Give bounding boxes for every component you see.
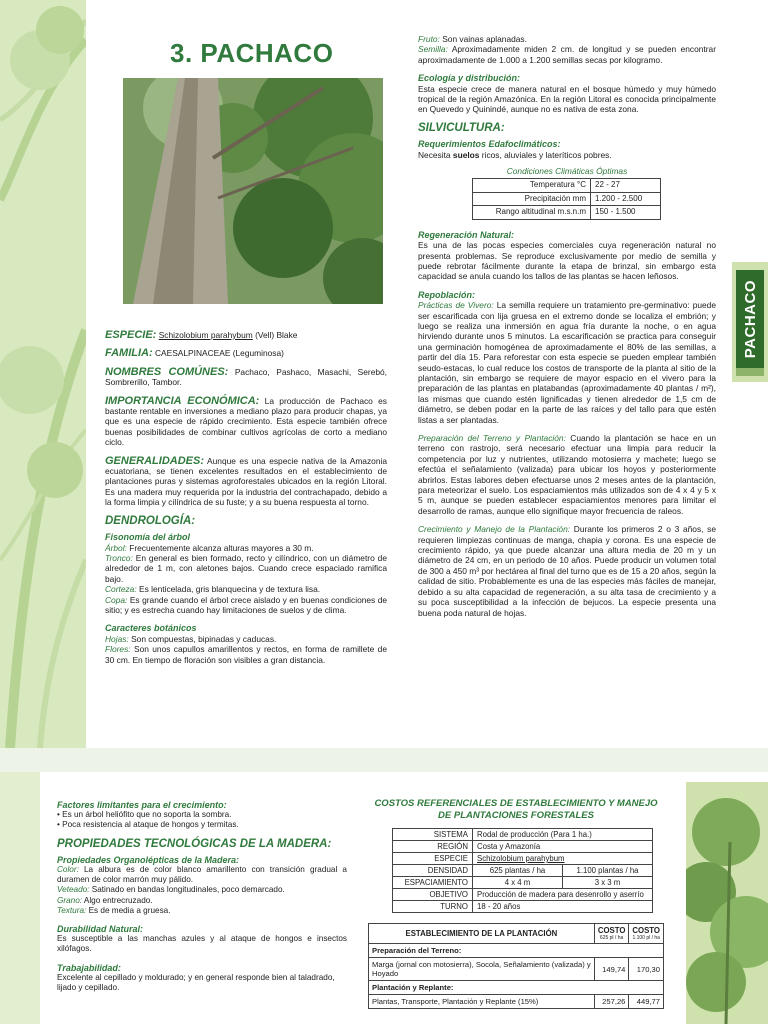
right-column [418,34,716,626]
regeneracion-heading: Regeneración Natural: [418,229,515,240]
especie-label: ESPECIE: [105,329,157,341]
page-2 [0,772,768,1024]
hojas-key: Hojas: [105,633,129,644]
page2-left-column [57,800,347,993]
table-row: Precipitación mm 1.200 - 2.500 [473,192,661,205]
crecimiento-key: Crecimiento y Manejo de la Plantación: [418,524,571,535]
table-row: TURNO 18 - 20 años [393,901,653,913]
side-tab [732,262,768,382]
left-decorative-band-2 [0,772,40,1024]
tree-silhouette-decoration [0,0,86,748]
table-row: DENSIDAD 625 plantas / ha 1.100 plantas / ha [393,865,653,877]
table-row: ESPACIAMIENTO 4 x 4 m 3 x 3 m [393,877,653,889]
arbol-value: Frecuentemente alcanza alturas mayores a 30 m. [129,542,314,553]
table-row: Plantas, Transporte, Plantación y Replante (15%) 257,26 449,77 [369,995,664,1009]
side-tab-box [736,270,764,368]
copa-value: Es grande cuando el árbol crece aislado y en buenas condiciones de sitio; y es estrecha cuando hay limitaciones de suelos y de clima. [105,594,388,615]
plantation-system-table [392,828,653,913]
table-row: Marga (jornal con motosierra), Socola, Señalamiento (valizada) y Hoyado 149,74 170,30 [369,958,664,981]
page-gap [0,748,768,772]
table-row: Plantación y Replante: [369,981,664,995]
fruto-value: Son vainas aplanadas. [442,34,527,44]
corteza-key: Corteza: [105,584,137,595]
left-column [105,330,387,673]
fruto-key: Fruto: [418,34,440,44]
edafo-text: Necesita suelos ricos, aluviales y lateríticos pobres. [418,149,612,160]
tree-crown-decoration [686,782,768,1024]
generalidades-value: Aunque es una especie nativa de la Amazonia ecuatoriana, se tienen excelentes resultados en el establecimiento de plantaciones puras y sistemas agroforestales ubicados en la región Litoral. Es una madera muy requerida por la industria del contrachapado, debido a la forma limpia y cilíndrica de su fuste; y a su buena respuesta al torno. [105,455,387,508]
importancia-block [105,396,387,448]
factores-item: • Es un árbol heliófito que no soporta la sombra. [57,810,232,820]
tronco-key: Tronco: [105,552,133,563]
familia-block [105,348,387,358]
trabajabilidad-text: Excelente al cepillado y moldurado; y en general responde bien al taladrado, lijado y cepillado. [57,972,335,993]
familia-value: CAESALPINACEAE (Leguminosa) [155,348,284,359]
trabajabilidad-heading: Trabajabilidad: [57,962,121,973]
crecimiento-value: Durante los primeros 2 o 3 años, se requieren limpiezas continuas de manga, chapia y corona. Es una especie de crecimiento rápido, ya que puede alcanzar una altura media de 20 m y un diámetro de 24 cm, en un periodo de 10 años. Puede producir un volumen total de 300 a 450 m³ por hectárea al final del turno que es de 15 a 20 años, según la calidad de sitio. Probablemente es una de las especies más fáciles de manejar, debido a su alta capacidad de regeneración, a su alta tasa de crecimiento y a su poca susceptibilidad a la infección de bejucos. La especie presenta una buena poda natural de hojas. [418,524,717,618]
nombres-label: NOMBRES COMÚNES: [105,365,229,378]
tronco-value: En general es bien formado, recto y cilíndrico, con un diámetro de alrededor de 1 m, con aletones bajos. Cuando crece espaciado ramifica bajo. [105,552,387,584]
semilla-line [418,44,716,65]
importancia-value: La producción de Pachaco es bastante rentable en inversiones a mediano plazo para producir chapas, ya que es una especie de rápido crecimiento. Esta especie también ofrece buenas posibilidades de combinar cultivos agrícolas de corto a mediano ciclo. [105,395,387,448]
table-row: Preparación del Terreno: [369,944,664,958]
fisonomia-heading: Fisonomía del árbol [105,532,191,543]
especie-scientific: Schizolobium parahybum [158,330,253,340]
caracteres-block [105,634,387,665]
page-title: 3. PACHACO [170,38,334,68]
table-row: OBJETIVO Producción de madera para desenrollo y aserrío [393,889,653,901]
regeneracion-text: Es una de las pocas especies comerciales cuya regeneración natural no presenta problemas. Se reproduce exclusivamente por medio de semilla y puede rebrotar fácilmente durante la etapa de brinzal, sin embargo esta capacidad se anula cuando los tallos de las plantas se hacen leñosos. [418,240,716,282]
especie-block [105,330,387,340]
ecologia-text: Esta especie crece de manera natural en el bosque húmedo y muy húmedo tropical de la región Amazónica. En la región Litoral es conocida principalmente en Quevedo y Quinindé, aunque no es nativa de esta zona. [418,83,716,115]
semilla-key: Semilla: [418,44,448,55]
importancia-label: IMPORTANCIA ECONÓMICA: [105,394,260,407]
preparacion-key: Preparación del Terreno y Plantación: [418,433,566,443]
semilla-value: Aproximadamente miden 2 cm. de longitud y se pueden encontrar aproximadamente de 1.000 a 1.200 semillas secas por kilogramo. [418,44,716,65]
corteza-value: Es lenticelada, gris blanquecina y de textura lisa. [138,584,321,595]
edafo-heading: Requerimientos Edafoclimáticos: [418,139,561,150]
ecologia-heading: Ecología y distribución: [418,73,521,84]
caracteres-heading: Caracteres botánicos [105,623,197,634]
vivero-block [418,300,716,425]
costs-title: COSTOS REFERENCIALES DE ESTABLECIMIENTO Y MANEJO DE PLANTACIONES FORESTALES [374,798,658,821]
flores-key: Flores: [105,644,131,655]
propiedades-heading: PROPIEDADES TECNOLÓGICAS DE LA MADERA: [57,837,332,850]
durabilidad-heading: Durabilidad Natural: [57,924,144,935]
right-decorative-band [686,782,768,1024]
vivero-value: La semilla requiere un tratamiento pre-germinativo: puede ser escarificada con lija gruesa en el extremo donde se localiza el embrión; y luego se realiza una inmersión en agua fría durante la noche, o en agua hirviendo durante unos 5 minutos. La escarificación se practica para conseguir una germinación homogénea de aproximadamente el 80% de las semillas, a partir del día 15. Para reforestar con esta especie se pueden emplear también seudo-estacas, lo cual reduce los costos de transporte de la planta al sitio de la plantación, sin embargo se requiere de mayor espacio en el vivero para la preparación de las plantas en platabandas (aproximadamente 40 plantas / m²), las mismas que cuando estén lignificadas y tienen alrededor de 1,5 cm de diámetro, se deben podar en la parte de las raíces y del tallo para que estén listas a ser plantadas. [418,300,717,425]
hojas-value: Son compuestas, bipinadas y caducas. [131,633,277,644]
dendrologia-heading: DENDROLOGÍA: [105,514,196,527]
nombres-value: Pachaco, Pashaco, Masachi, Serebó, Sombrerillo, Tambor. [105,366,388,388]
factores-heading: Factores limitantes para el crecimiento: [57,800,227,810]
organolepticas-block: Color: La albura es de color blanco amarillento con transición gradual a duramen de color marrón muy pálido. Veteado: Satinado en bandas longitudinales, poco demarcado. Grano: Algo entrecruzado. Textura: Es de media a gruesa. [57,865,347,915]
preparacion-block [418,433,716,516]
preparacion-value: Cuando la plantación se hace en un terreno con rastrojo, será necesario efectuar una limpia para reducir la competencia por luz y nutrientes, utilizando motosierra y machete; luego se efectúa el señalamiento (valizada) para ubicar los hoyos y posteriormente abrirlos. Estas labores deben efectuarse unos 2 meses antes de la plantación, para meteorizar el suelo. Los espaciamientos más utilizados son de 4 x 4 y 5 x 5 m, aunque se pueden establecer espaciamientos menores para limitar el desarrollo de ramas, aunque ello signifique mayor frecuencia de raleos. [418,433,717,516]
table-row: Temperatura °C 22 - 27 [473,179,661,192]
flores-value: Son unos capullos amarillentos y rectos, en forma de ramillete de 30 cm. En tiempo de floración son visibles a gran distancia. [105,644,387,665]
fisonomia-block [105,543,387,616]
crecimiento-block [418,524,716,618]
generalidades-label: GENERALIDADES: [105,454,205,467]
silvicultura-heading: SILVICULTURA: [418,121,505,134]
generalidades-block [105,456,387,508]
familia-label: FAMILIA: [105,347,153,360]
vivero-key: Prácticas de Vivero: [418,300,494,311]
left-decorative-band [0,0,86,748]
organolepticas-heading: Propiedades Organolépticas de la Madera: [57,854,240,865]
especie-author: (Vell) Blake [255,330,298,340]
side-tab-label: PACHACO [741,279,759,359]
page2-right-column [368,798,664,1009]
copa-key: Copa: [105,594,128,605]
climatic-table [472,178,661,219]
factores-item: • Poca resistencia al ataque de hongos y termitas. [57,820,239,830]
durabilidad-text: Es susceptible a las manchas azules y al ataque de hongos e insectos xilófagos. [57,934,347,954]
climatic-table-title: Condiciones Climáticas Óptimas [506,166,628,177]
table-header-row: ESTABLECIMIENTO DE LA PLANTACIÓN COSTO 625 pl / ha COSTO 1.100 pl / ha [369,924,664,944]
tree-photo [123,78,383,304]
table-row: SISTEMA Rodal de producción (Para 1 ha.) [393,829,653,841]
table-row: REGIÓN Costa y Amazonía [393,841,653,853]
side-tab-base [736,368,764,376]
table-row: Rango altitudinal m.s.n.m 150 - 1.500 [473,206,661,219]
table-row: ESPECIE Schizolobium parahybum [393,853,653,865]
fruto-line [418,34,716,44]
arbol-key: Árbol: [105,542,127,553]
repoblacion-heading: Repoblación: [418,289,476,300]
establishment-cost-table [368,923,664,1009]
edafo-bold: suelos [452,149,480,160]
nombres-block [105,367,387,388]
